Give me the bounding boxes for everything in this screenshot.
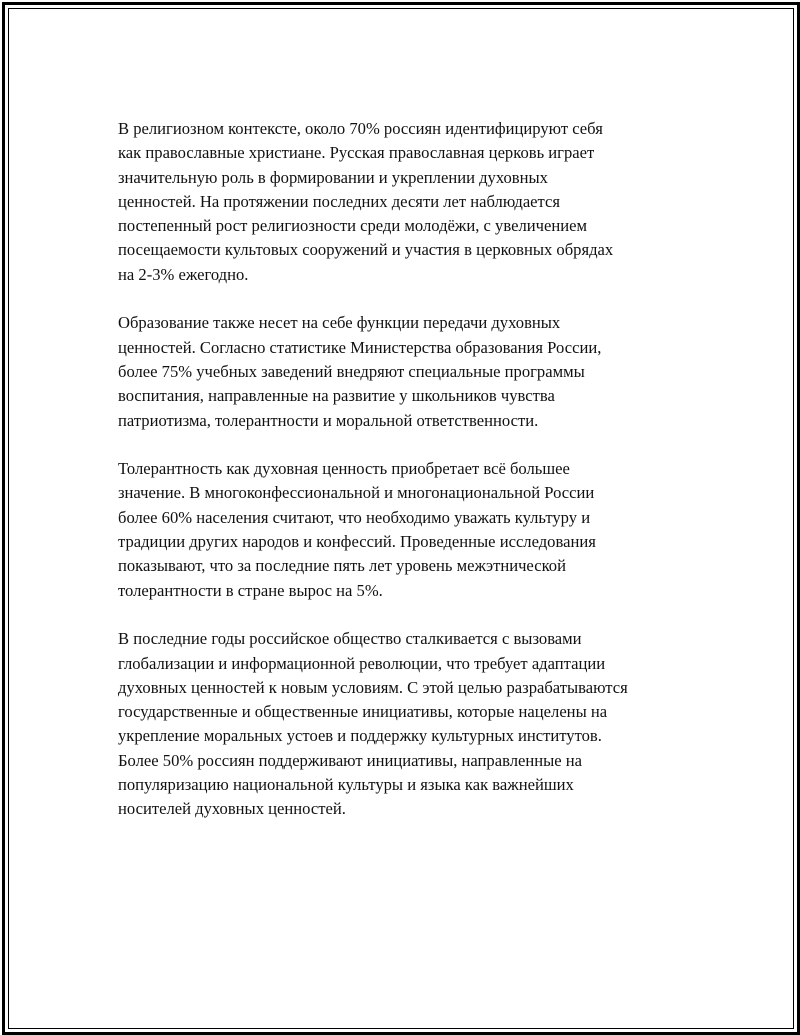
paragraph-education: Образование также несет на себе функции передачи духовных ценностей. Согласно статистике Министерства образования России, более 75% учебных заведений внедряют специальные программы воспитания, направленные на развитие у школьников чувства патриотизма, толерантности и моральной ответственности.: [118, 313, 602, 430]
paragraph-tolerance: Толерантность как духовная ценность приобретает всё большее значение. В многоконфессиональной и многонациональной России более 60% населения считают, что необходимо уважать культуру и традиции других народов и конфессий. Проведенные исследования показывают, что за последние пять лет уровень межэтнической толерантности в стране вырос на 5%.: [118, 459, 596, 600]
document-body: [118, 117, 698, 846]
paragraph-globalization: В последние годы российское общество сталкивается с вызовами глобализации и информационной революции, что требует адаптации духовных ценностей к новым условиям. С этой целью разрабатываются государственные и общественные инициативы, которые нацелены на укрепление моральных устоев и поддержку культурных институтов. Более 50% россиян поддерживают инициативы, направленные на популяризацию национальной культуры и языка как важнейших носителей духовных ценностей.: [118, 629, 628, 819]
paragraph-religion: В религиозном контексте, около 70% россиян идентифицируют себя как православные христиане. Русская православная церковь играет значительную роль в формировании и укреплении духовных ценностей. На протяжении последних десяти лет наблюдается постепенный рост религиозности среди молодёжи, с увеличением посещаемости культовых сооружений и участия в церковных обрядах на 2-3% ежегодно.: [118, 119, 614, 284]
